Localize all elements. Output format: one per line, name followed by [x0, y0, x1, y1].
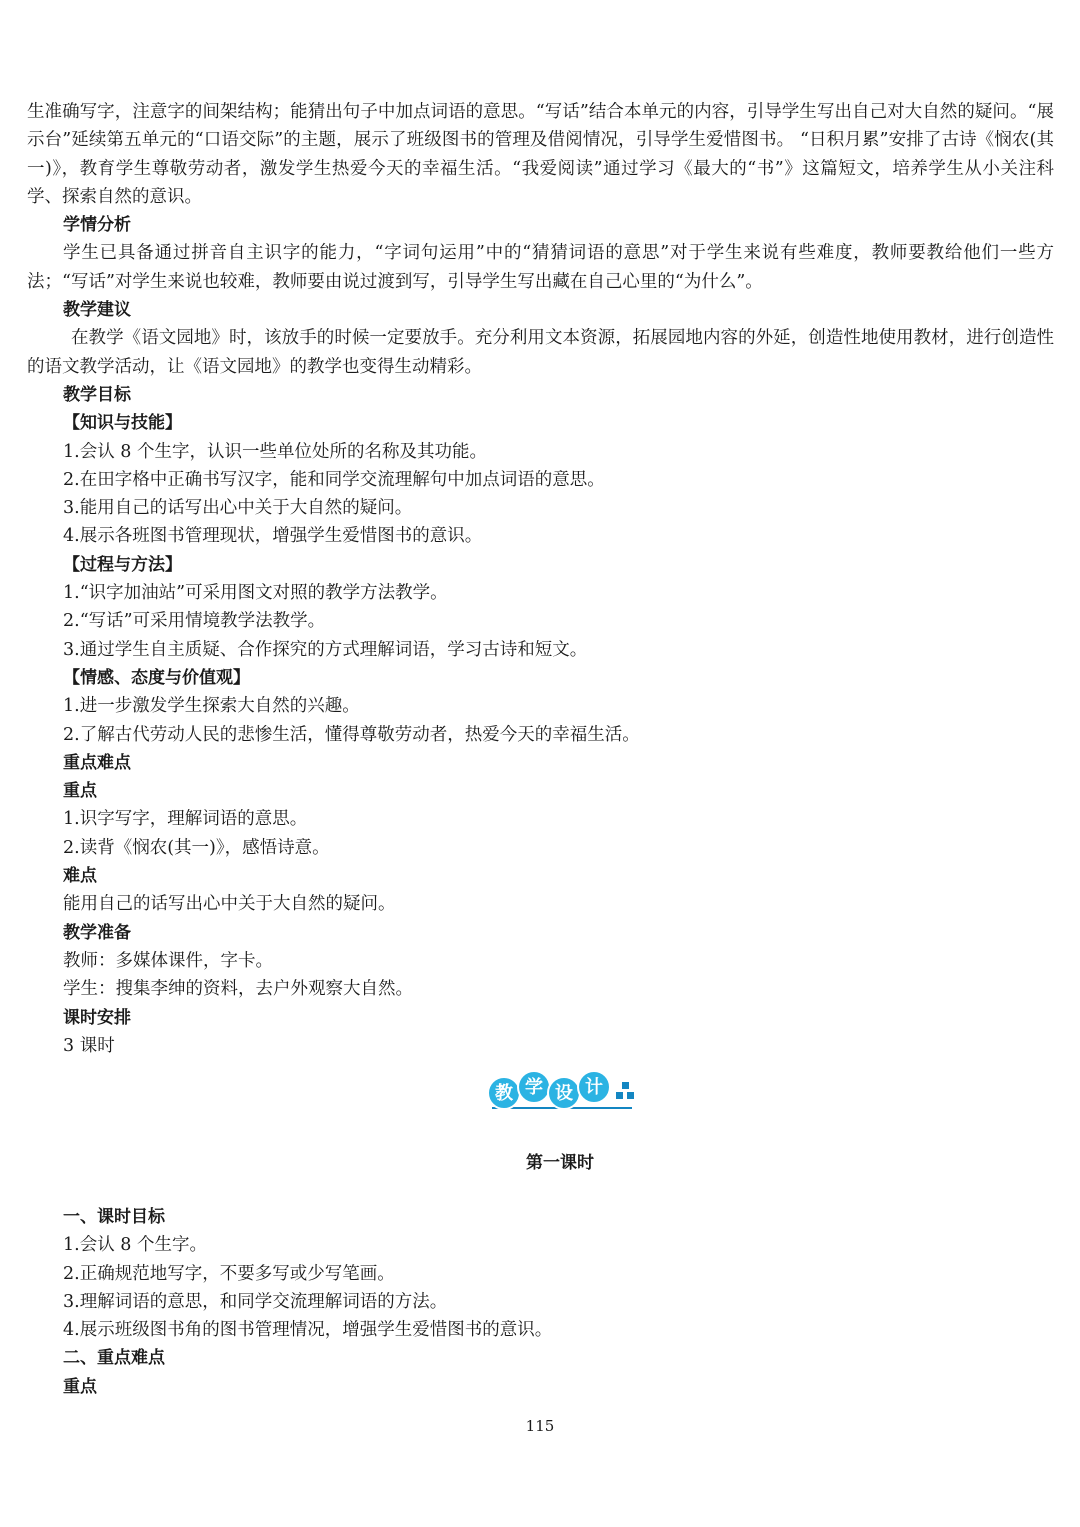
preparation-student: 学生：搜集李绅的资料，去户外观察大自然。 — [63, 979, 413, 1000]
page-number: 115 — [525, 1417, 555, 1435]
schedule-text: 3 课时 — [63, 1035, 115, 1056]
list-item: 1.会认 8 个生字。 — [63, 1235, 207, 1256]
list-item: 1.会认 8 个生字，认识一些单位处所的名称及其功能。 — [63, 441, 487, 462]
list-item: 2.在田字格中正确书写汉字，能和同学交流理解句中加点词语的意思。 — [63, 469, 605, 490]
difficult-subheading: 难点 — [63, 866, 97, 887]
list-item: 4.展示班级图书角的图书管理情况，增强学生爱惜图书的意识。 — [63, 1320, 553, 1341]
lesson-title: 第一课时 — [526, 1153, 594, 1173]
analysis-heading: 学情分析 — [63, 215, 131, 236]
banner-badge-4 — [578, 1071, 610, 1103]
list-item: 2.“写话”可采用情境教学法教学。 — [63, 611, 326, 632]
process-heading: 【过程与方法】 — [63, 554, 182, 575]
suggestion-heading: 教学建议 — [63, 300, 131, 321]
list-item: 2.正确规范地写字，不要多写或少写笔画。 — [63, 1263, 395, 1284]
list-item: 3.能用自己的话写出心中关于大自然的疑问。 — [63, 498, 413, 519]
list-item: 3.理解词语的意思，和同学交流理解词语的方法。 — [63, 1291, 448, 1312]
list-item: 1.“识字加油站”可采用图文对照的教学方法教学。 — [63, 583, 448, 604]
main-content — [27, 98, 1054, 1060]
list-item: 4.展示各班图书管理现状，增强学生爱惜图书的意识。 — [63, 526, 483, 547]
banner-badge-3 — [548, 1077, 580, 1109]
goals-heading: 教学目标 — [63, 384, 131, 405]
banner-char-1: 教 — [495, 1083, 513, 1104]
keypoints-heading: 重点难点 — [63, 752, 131, 773]
lesson-key-sub: 重点 — [63, 1376, 97, 1397]
intro-paragraph: 生准确写字，注意字的间架结构；能猜出句子中加点词语的意思。“写话”结合本单元的内容，引导学生写出自己对大自然的疑问。“展示台”延续第五单元的“口语交际”的主题，展示了班级图书的管理及借阅情况，引导学生爱惜图书。 “日积月累”安排了古诗《悯农(其一)》，教育学生尊敬劳动者，激发学生热爱今天的幸福生活。“我爱阅读”通过学习《最大的“书”》这篇短文，培养学生从小关注科学、探索自然的意识。 — [27, 102, 1054, 207]
analysis-text: 学生已具备通过拼音自主识字的能力，“字词句运用”中的“猜猜词语的意思”对于学生来说有些难度，教师要教给他们一些方法；“写话”对学生来说也较难，教师要由说过渡到写，引导学生写出藏在自己心里的“为什么”。 — [27, 243, 1054, 292]
list-item: 2.读背《悯农(其一)》，感悟诗意。 — [63, 837, 330, 858]
emotion-heading: 【情感、态度与价值观】 — [63, 667, 250, 688]
list-item: 1.进一步激发学生探索大自然的兴趣。 — [63, 696, 360, 717]
preparation-heading: 教学准备 — [63, 922, 131, 943]
teaching-design-banner — [482, 1068, 642, 1120]
banner-badge-1 — [488, 1077, 520, 1109]
suggestion-text: 在教学《语文园地》时，该放手的时候一定要放手。充分利用文本资源，拓展园地内容的外延，创造性地使用教材，进行创造性的语文教学活动，让《语文园地》的教学也变得生动精彩。 — [27, 328, 1054, 377]
lesson-content — [27, 1203, 1054, 1401]
knowledge-heading: 【知识与技能】 — [63, 413, 182, 434]
lesson-key-heading: 二、重点难点 — [63, 1348, 165, 1369]
preparation-teacher: 教师：多媒体课件，字卡。 — [63, 950, 273, 971]
banner-badge-2 — [518, 1071, 550, 1103]
banner-squares-icon — [616, 1082, 634, 1099]
list-item: 1.识字写字，理解词语的意思。 — [63, 809, 308, 830]
key-subheading: 重点 — [63, 781, 97, 802]
banner-char-4: 计 — [585, 1077, 603, 1098]
list-item: 2.了解古代劳动人民的悲惨生活，懂得尊敬劳动者，热爱今天的幸福生活。 — [63, 724, 640, 745]
banner-char-2: 学 — [525, 1077, 543, 1098]
banner-char-3: 设 — [555, 1083, 573, 1104]
lesson-goals-heading: 一、课时目标 — [63, 1207, 165, 1227]
list-item: 3.通过学生自主质疑、合作探究的方式理解词语，学习古诗和短文。 — [63, 639, 588, 660]
difficult-text: 能用自己的话写出心中关于大自然的疑问。 — [63, 894, 396, 915]
schedule-heading: 课时安排 — [63, 1007, 131, 1028]
